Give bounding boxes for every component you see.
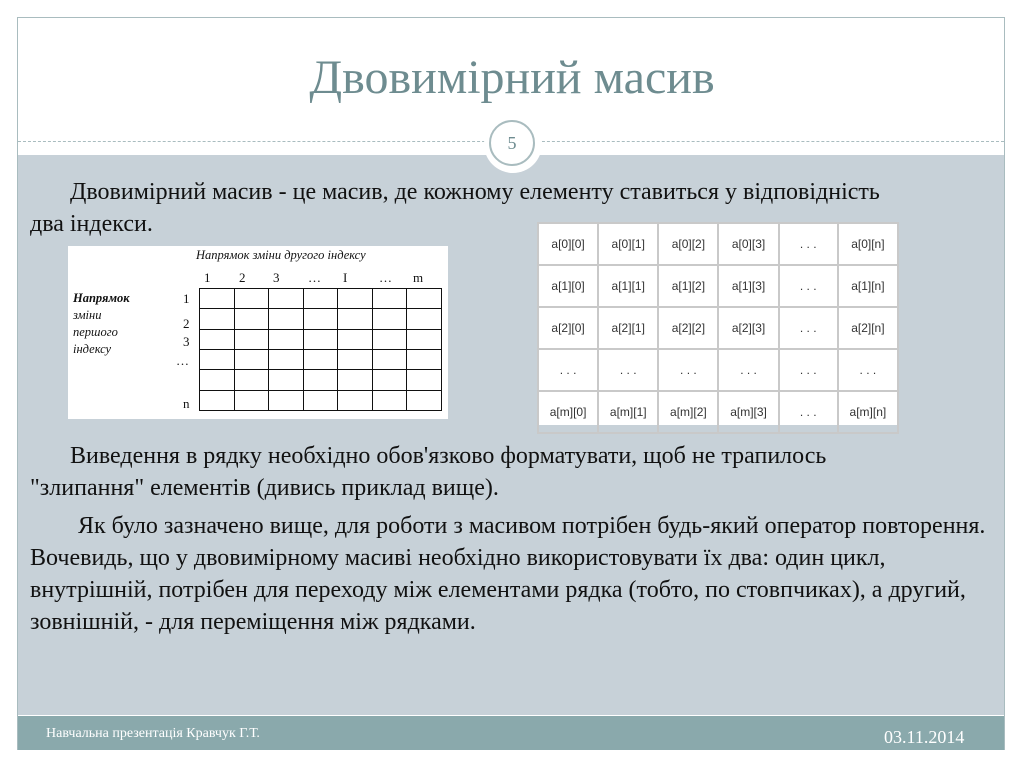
- table-cell: . . .: [779, 349, 838, 391]
- row-direction-label: [73, 290, 130, 358]
- table-cell: . . .: [779, 223, 838, 265]
- index-direction-figure: [68, 246, 448, 419]
- column-number: I: [343, 270, 348, 285]
- paragraph-formatting-text: Виведення в рядку необхідно обов'язково форматувати, щоб не трапилось "злипання" елементів (дивись приклад вище).: [30, 443, 827, 501]
- table-row: [538, 391, 898, 433]
- table-cell: a[m][n]: [838, 391, 898, 433]
- footer-date: 03.11.2014: [884, 727, 965, 747]
- table-cell: a[1][3]: [718, 265, 778, 307]
- table-cell: . . .: [538, 349, 598, 391]
- column-number: …: [308, 270, 321, 285]
- table-cell: a[m][2]: [658, 391, 718, 433]
- paragraph-loops: [30, 510, 1000, 638]
- table-cell: a[2][n]: [838, 307, 898, 349]
- slide-number: 5: [489, 120, 535, 166]
- table-row: [538, 223, 898, 265]
- table-cell: . . .: [718, 349, 778, 391]
- paragraph-definition-text: Двовимірний масив - це масив, де кожному елементу ставиться у відповідність два індекси.: [30, 179, 880, 237]
- table-cell: . . .: [658, 349, 718, 391]
- table-cell: . . .: [779, 265, 838, 307]
- table-cell: . . .: [838, 349, 898, 391]
- table-cell: . . .: [779, 307, 838, 349]
- table-cell: a[2][0]: [538, 307, 598, 349]
- table-cell: a[0][1]: [598, 223, 658, 265]
- table-cell: a[0][0]: [538, 223, 598, 265]
- row-number: 3: [183, 334, 190, 349]
- table-cell: a[2][1]: [598, 307, 658, 349]
- row-number: 2: [183, 316, 190, 331]
- table-cell: a[0][n]: [838, 223, 898, 265]
- index-grid: [199, 288, 442, 411]
- row-label-line: першого: [73, 325, 118, 339]
- row-label-line: індексу: [73, 342, 112, 356]
- row-label-line: зміни: [73, 308, 102, 322]
- table-cell: a[1][1]: [598, 265, 658, 307]
- table-cell: . . .: [779, 391, 838, 433]
- table-cell: a[0][3]: [718, 223, 778, 265]
- table-cell: a[m][0]: [538, 391, 598, 433]
- figure-caption: Напрямок зміни другого індексу: [196, 248, 366, 262]
- column-number: …: [379, 270, 392, 285]
- table-cell: a[1][2]: [658, 265, 718, 307]
- table-cell: a[m][3]: [718, 391, 778, 433]
- paragraph-formatting: [30, 440, 910, 504]
- table-row: [538, 265, 898, 307]
- column-number: 1: [204, 270, 211, 285]
- table-cell: . . .: [598, 349, 658, 391]
- slide-title: Двовимірний масив: [309, 51, 715, 104]
- row-number: …: [176, 353, 189, 368]
- column-number: m: [413, 270, 424, 285]
- table-cell: a[1][n]: [838, 265, 898, 307]
- table-cell: a[0][2]: [658, 223, 718, 265]
- row-number: n: [183, 396, 190, 411]
- table-cell: a[2][3]: [718, 307, 778, 349]
- footer-author: Навчальна презентація Кравчук Г.Т.: [46, 726, 260, 741]
- row-number: 1: [183, 291, 190, 306]
- column-number: 3: [273, 270, 280, 285]
- table-cell: a[1][0]: [538, 265, 598, 307]
- table-cell: a[m][1]: [598, 391, 658, 433]
- table-row: [538, 307, 898, 349]
- row-label-bold: Напрямок: [73, 291, 130, 305]
- array-elements-table: [537, 222, 899, 425]
- table-cell: a[2][2]: [658, 307, 718, 349]
- paragraph-loops-text: Як було зазначено вище, для роботи з масивом потрібен будь-який оператор повторення. Вочевидь, що у двовимірному масиві необхідно використовувати їх два: один цикл, внутрішній, потрібен для переходу між елементами рядка (тобто, по стовпчиках), а другий, зовнішній, - для переміщення між рядками.: [30, 513, 986, 635]
- table-row: [538, 349, 898, 391]
- column-number: 2: [239, 270, 246, 285]
